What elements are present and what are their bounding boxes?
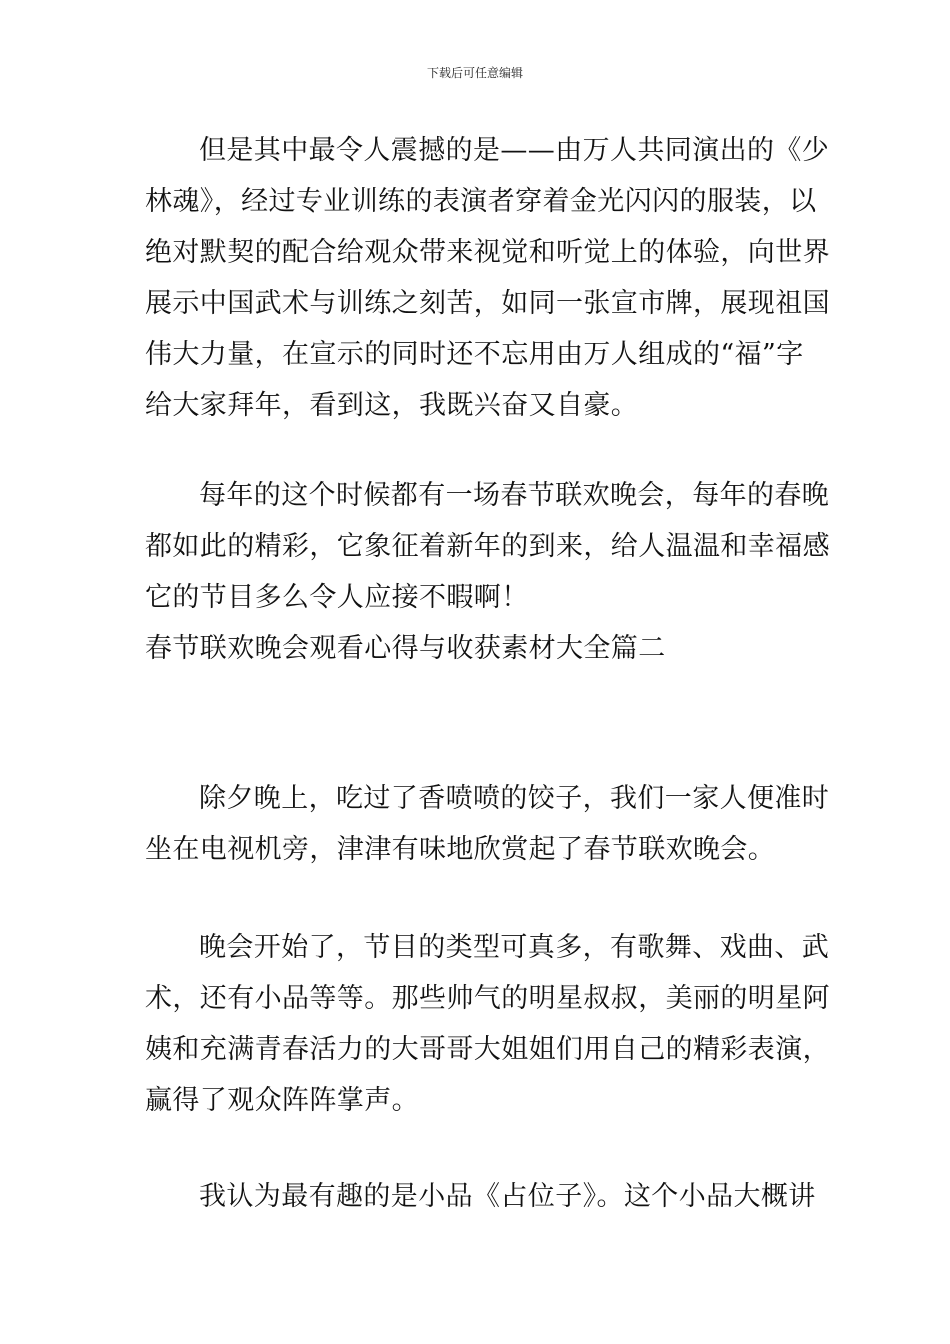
text-line: 姨和充满青春活力的大哥哥大姐姐们用自己的精彩表演， <box>145 1034 830 1065</box>
text-line: 坐在电视机旁，津津有味地欣赏起了春节联欢晚会。 <box>145 834 776 865</box>
text-line: 绝对默契的配合给观众带来视觉和听觉上的体验，向世界 <box>145 237 830 268</box>
text-line: 我认为最有趣的是小品《占位子》。这个小品大概讲 <box>199 1181 816 1212</box>
paragraph-4 <box>145 922 830 1126</box>
text-line: 都如此的精彩，它象征着新年的到来，给人温温和幸福感 <box>145 531 830 562</box>
page-header: 下载后可任意编辑 <box>426 66 523 80</box>
paragraph-3 <box>145 773 830 875</box>
text-line: 给大家拜年，看到这，我既兴奋又自豪。 <box>145 390 639 421</box>
section-heading: 春节联欢晚会观看心得与收获素材大全篇二 <box>145 633 666 664</box>
text-line: 每年的这个时候都有一场春节联欢晚会，每年的春晚 <box>199 480 830 511</box>
text-line: 术，还有小品等等。那些帅气的明星叔叔，美丽的明星阿 <box>145 983 830 1014</box>
text-line: 林魂》，经过专业训练的表演者穿着金光闪闪的服装，以 <box>145 186 817 217</box>
text-line: 它的节目多么令人应接不暇啊！ <box>145 582 529 613</box>
text-line: 除夕晚上，吃过了香喷喷的饺子，我们一家人便准时 <box>199 783 830 814</box>
paragraph-1 <box>145 125 830 431</box>
paragraph-2 <box>145 470 830 674</box>
text-line: 赢得了观众阵阵掌声。 <box>145 1085 419 1116</box>
text-line: 展示中国武术与训练之刻苦，如同一张宣市牌，展现祖国 <box>145 288 830 319</box>
paragraph-5 <box>145 1171 816 1222</box>
text-line: 晚会开始了，节目的类型可真多，有歌舞、戏曲、武 <box>199 932 830 963</box>
text-line: 但是其中最令人震撼的是——由万人共同演出的《少 <box>199 135 830 166</box>
text-line: 伟大力量，在宣示的同时还不忘用由万人组成的“福”字 <box>145 339 804 370</box>
